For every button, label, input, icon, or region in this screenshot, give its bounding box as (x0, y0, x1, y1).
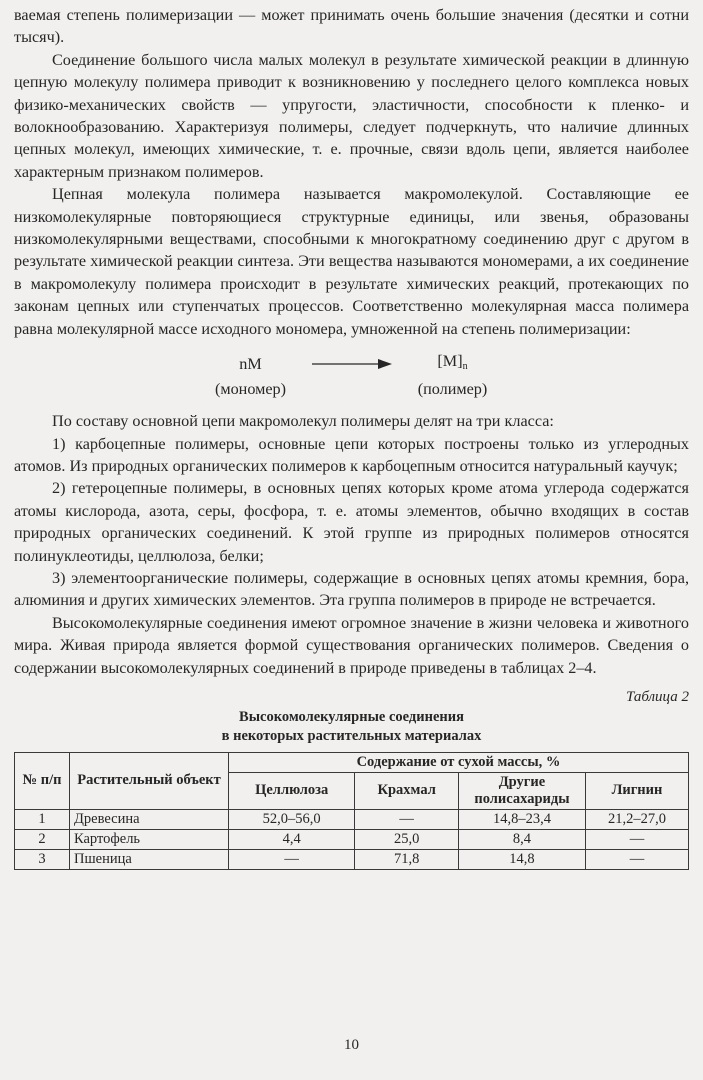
plant-materials-table (14, 752, 689, 870)
paragraph-7: 3) элементоорганические полимеры, содержащие в основных цепях атомы кремния, бора, алюминия и других химических элементов. Эта группа полимеров в природе не встречается. (14, 568, 689, 610)
cell-cellulose: 52,0–56,0 (229, 809, 355, 829)
cell-starch: 71,8 (355, 849, 459, 869)
cell-starch: 25,0 (355, 829, 459, 849)
table-title-line-2: в некоторых растительных материалах (221, 727, 482, 744)
paragraph-8: Высокомолекулярные соединения имеют огромное значение в жизни человека и животного мира. Живая природа является формой существования органических полимеров. Сведения о содержании высокомолекулярных соединений в природе приведены в таблицах 2–4. (14, 613, 689, 677)
cell-num: 3 (15, 849, 70, 869)
paragraph-4: По составу основной цепи макромолекул полимеры делят на три класса: (52, 412, 554, 431)
page-number: 10 (344, 1037, 359, 1053)
header-cellulose: Целлюлоза (229, 772, 355, 809)
header-object: Растительный объект (70, 752, 229, 809)
paragraph-5: 1) карбоцепные полимеры, основные цепи которых построены только из углеродных атомов. Из природных органических полимеров к карбоцепным относится натуральный каучук; (14, 434, 689, 475)
cell-starch: — (355, 809, 459, 829)
header-group: Содержание от сухой массы, % (229, 752, 689, 772)
reaction-arrow-icon (312, 357, 392, 371)
cell-other: 8,4 (458, 829, 585, 849)
cell-object: Пшеница (70, 849, 229, 869)
paragraph-1: ваемая степень полимеризации — может принимать очень большие значения (десятки и сотни тысяч). (14, 6, 689, 47)
cell-object: Картофель (70, 829, 229, 849)
cell-num: 1 (15, 809, 70, 829)
table-caption: Таблица 2 (626, 688, 689, 705)
polymerization-equation (14, 350, 689, 400)
cell-cellulose: — (229, 849, 355, 869)
table-title-line-1: Высокомолекулярные соединения (239, 708, 464, 725)
header-starch: Крахмал (355, 772, 459, 809)
table-row (15, 849, 689, 869)
cell-cellulose: 4,4 (229, 829, 355, 849)
cell-num: 2 (15, 829, 70, 849)
equation-right (398, 350, 508, 378)
header-num: № п/п (15, 752, 70, 809)
paragraph-6: 2) гетероцепные полимеры, в основных цепях которых кроме атома углерода содержатся атомы кислорода, азота, серы, фосфора, т. е. атомы элементов, обычно входящих в состав природных органических соединений. К этой группе из природных полимеров относятся полинуклеотиды, целлюлоза, белки; (14, 479, 689, 565)
table-row (15, 829, 689, 849)
equation-right-sub: n (462, 361, 468, 373)
cell-other: 14,8–23,4 (458, 809, 585, 829)
paragraph-3: Цепная молекула полимера называется макромолекулой. Составляющие ее низкомолекулярные повторяющиеся структурные единицы, или звенья, образованы низкомолекулярными веществами, способными к многократному соединению друг с другом в результате химической реакции синтеза. Эти вещества называются мономерами, а их соединение в макромолекулу полимера происходит в результате химических реакций, протекающих по законам цепных или ступенчатых процессов. Соответственно молекулярная масса полимера равна молекулярной массе исходного мономера, умноженной на степень полимеризации: (14, 185, 689, 338)
cell-lignin: — (585, 829, 688, 849)
cell-lignin: 21,2–27,0 (585, 809, 688, 829)
cell-lignin: — (585, 849, 688, 869)
table-row (15, 809, 689, 829)
equation-left-label: (мономер) (214, 380, 287, 399)
cell-other: 14,8 (458, 849, 585, 869)
cell-object: Древесина (70, 809, 229, 829)
header-other: Другие полисахариды (458, 772, 585, 809)
equation-right-label: (полимер) (417, 380, 488, 399)
header-lignin: Лигнин (585, 772, 688, 809)
equation-left: nM (239, 355, 262, 374)
paragraph-2: Соединение большого числа малых молекул в результате химической реакции в длинную цепную молекулу полимера приводит к возникновению у последнего целого комплекса новых физико-механических свойств — упругости, эластичности, способности к пленко- и волокнообразованию. Характеризуя полимеры, следует подчеркнуть, что наличие длинных цепных молекул, имеющих химические, т. е. прочные, связи вдоль цепи, является наиболее характерным признаком полимеров. (14, 50, 689, 181)
table-title (14, 708, 689, 746)
equation-right-base: [M] (437, 352, 463, 371)
